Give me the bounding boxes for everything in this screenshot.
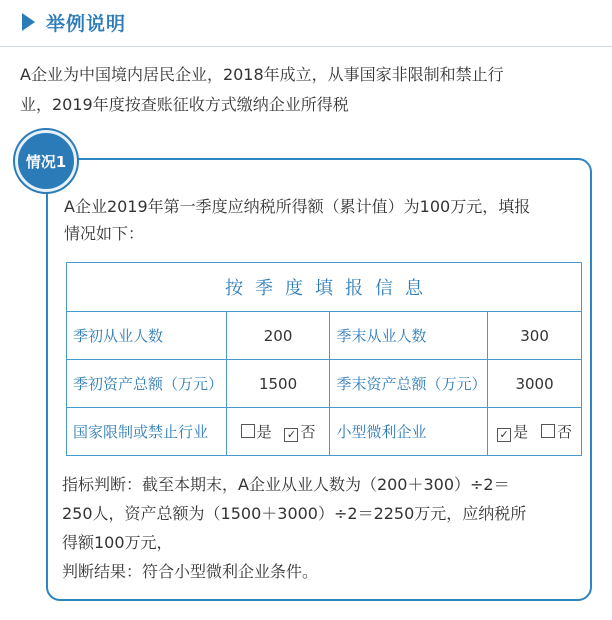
option-no-label: 否 [556,423,572,441]
option-yes-label: 是 [256,423,272,441]
checkbox-unchecked-icon[interactable] [241,424,255,438]
table-cell-value: 300 [488,312,582,360]
judgement-paragraph [62,470,590,586]
table-cell-label: 季末从业人数 [330,312,488,360]
judgement-line: 指标判断：截至本期末，A企业从业人数为（200＋300）÷2＝ [62,475,510,494]
judgement-result: 判断结果：符合小型微利企业条件。 [62,562,319,581]
header-divider [0,46,612,47]
checkbox-checked-icon[interactable]: ✓ [497,428,511,442]
case-badge: 情况1 [15,130,77,192]
table-cell-label: 季初从业人数 [67,312,227,360]
checkbox-checked-icon[interactable]: ✓ [284,428,298,442]
table-cell-value: 200 [226,312,330,360]
intro-paragraph [20,60,600,120]
table-cell-label: 国家限制或禁止行业 [67,408,227,456]
table-row [67,408,582,456]
case-description-line: 情况如下： [64,224,145,243]
table-cell-label: 季末资产总额（万元） [330,360,488,408]
table-cell-label: 小型微利企业 [330,408,488,456]
table-cell-label: 季初资产总额（万元） [67,360,227,408]
checkbox-unchecked-icon[interactable] [541,424,555,438]
triangle-right-icon [22,13,35,31]
judgement-line: 得额100万元， [62,533,173,552]
case-description-line: A企业2019年第一季度应纳税所得额（累计值）为100万元，填报 [64,197,531,216]
option-no-label: 否 [300,423,316,441]
intro-line: A企业为中国境内居民企业，2018年成立，从事国家非限制和禁止行 [20,65,504,84]
table-cell-value: 1500 [226,360,330,408]
quarterly-info-table [66,262,582,456]
small-enterprise-options [488,408,582,456]
case-description [64,193,584,247]
table-row [67,312,582,360]
table-header: 按季度填报信息 [67,263,582,312]
table-cell-value: 3000 [488,360,582,408]
judgement-line: 250人，资产总额为（1500＋3000）÷2＝2250万元，应纳税所 [62,504,527,523]
intro-line: 业，2019年度按查账征收方式缴纳企业所得税 [20,95,349,114]
restricted-options [226,408,330,456]
table-row [67,360,582,408]
section-header [22,8,126,36]
option-yes-label: 是 [513,423,529,441]
section-title: 举例说明 [46,12,127,35]
